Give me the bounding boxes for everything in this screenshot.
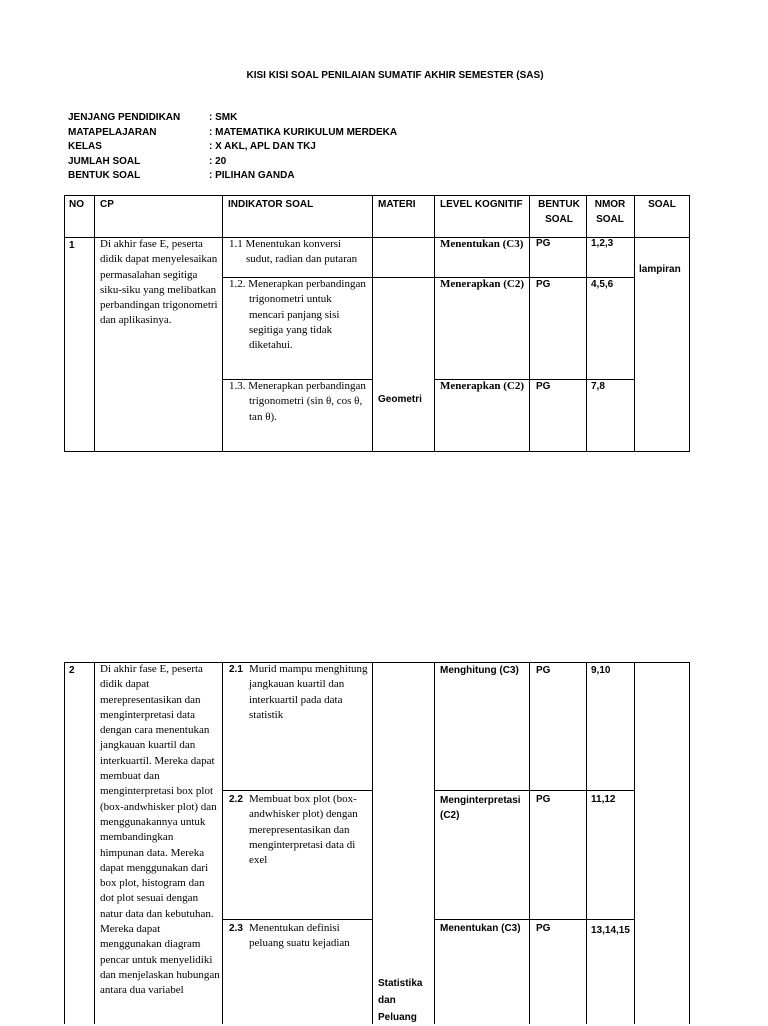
indikator-text: 1.3. Menerapkan perbandingan trigonometri (sin θ, cos θ, tan θ). <box>229 380 366 423</box>
header-no: NO <box>69 199 84 210</box>
header-soal: SOAL <box>648 199 676 210</box>
nomor-text: 1,2,3 <box>591 238 614 249</box>
row-number: 2 <box>69 665 75 676</box>
materi-text: Geometri <box>378 394 422 405</box>
meta-value: : MATEMATIKA KURIKULUM MERDEKA <box>209 126 398 138</box>
soal-text: lampiran <box>639 264 681 275</box>
cp-text: Di akhir fase E, peserta didik dapat merepresentasikan dan menginterpretasi data dengan cara menentukan jangkauan kuartil dan interkuartil. Mereka dapat membuat dan menginterpretasi box plot (box-andwhisker plot) dan menggunakannya untuk membandingkan himpunan data. Mereka dapat menggunakan dari box plot, histogram dan dot plot sesuai dengan natur data dan kebutuhan. Mereka dapat menggunakan diagram pencar untuk menyelidiki dan menjelaskan hubungan antara dua variabel <box>100 663 220 997</box>
nomor-text: 4,5,6 <box>591 279 614 290</box>
indikator-number: 2.3 <box>229 923 243 934</box>
meta-row-kelas <box>68 141 316 156</box>
nomor-text: 9,10 <box>591 665 611 676</box>
indikator-text: Membuat box plot (box-andwhisker plot) dengan merepresentasikan dan menginterpretasi data di exel <box>249 793 358 867</box>
level-text: Menginterpretasi (C2) <box>440 795 521 821</box>
bentuk-text: PG <box>536 279 551 290</box>
header-nomor: NMOR SOAL <box>594 199 626 225</box>
meta-label: KELAS <box>68 141 102 152</box>
meta-label: JUMLAH SOAL <box>68 155 141 167</box>
meta-row-mapel <box>68 126 398 142</box>
bentuk-text: PG <box>536 665 551 676</box>
meta-row-bentuk <box>68 170 295 185</box>
meta-label: BENTUK SOAL <box>68 170 141 181</box>
document-meta <box>68 112 398 185</box>
meta-value: : SMK <box>209 112 238 123</box>
header-cp: CP <box>100 199 114 210</box>
indikator-text: Menentukan definisi peluang suatu kejadian <box>249 922 350 950</box>
materi-text: Statistika dan Peluang <box>378 978 423 1023</box>
level-text: Menerapkan (C2) <box>440 278 525 290</box>
bentuk-text: PG <box>536 238 551 249</box>
header-materi: MATERI <box>378 199 416 210</box>
level-text: Menentukan (C3) <box>440 923 521 934</box>
indikator-number: 2.1 <box>229 664 243 675</box>
indikator-text: 1.1 Menentukan konversi sudut, radian dan putaran <box>229 238 358 266</box>
bentuk-text: PG <box>536 794 551 805</box>
nomor-text: 7,8 <box>591 381 605 392</box>
meta-label: MATAPELAJARAN <box>68 126 157 138</box>
header-indikator: INDIKATOR SOAL <box>228 199 314 210</box>
bentuk-text: PG <box>536 923 551 934</box>
meta-row-jenjang <box>68 112 238 127</box>
meta-row-jumlah <box>68 155 227 171</box>
level-text: Menentukan (C3) <box>440 238 524 250</box>
indikator-number: 2.2 <box>229 794 243 805</box>
nomor-text: 11,12 <box>591 794 616 805</box>
document-title: KISI KISI SOAL PENILAIAN SUMATIF AKHIR SEMESTER (SAS) <box>246 70 544 81</box>
meta-value: : 20 <box>209 155 227 167</box>
level-text: Menghitung (C3) <box>440 665 519 676</box>
meta-value: : X AKL, APL DAN TKJ <box>209 141 316 152</box>
header-bentuk: BENTUK SOAL <box>538 199 580 225</box>
meta-label: JENJANG PENDIDIKAN <box>68 112 181 123</box>
level-text: Menerapkan (C2) <box>440 380 525 392</box>
header-level: LEVEL KOGNITIF <box>440 199 523 210</box>
indikator-text: Murid mampu menghitung jangkauan kuartil dan interkuartil pada data statistik <box>249 663 368 721</box>
meta-value: : PILIHAN GANDA <box>209 170 295 181</box>
cp-text: Di akhir fase E, peserta didik dapat menyelesaikan permasalahan segitiga siku-siku yang melibatkan perbandingan trigonometri dan aplikasinya. <box>100 238 218 327</box>
row-number: 1 <box>69 240 75 251</box>
indikator-text: 1.2. Menerapkan perbandingan trigonometri untuk mencari panjang sisi segitiga yang tidak diketahui. <box>229 278 366 352</box>
bentuk-text: PG <box>536 381 551 392</box>
nomor-text: 13,14,15 <box>591 925 630 936</box>
